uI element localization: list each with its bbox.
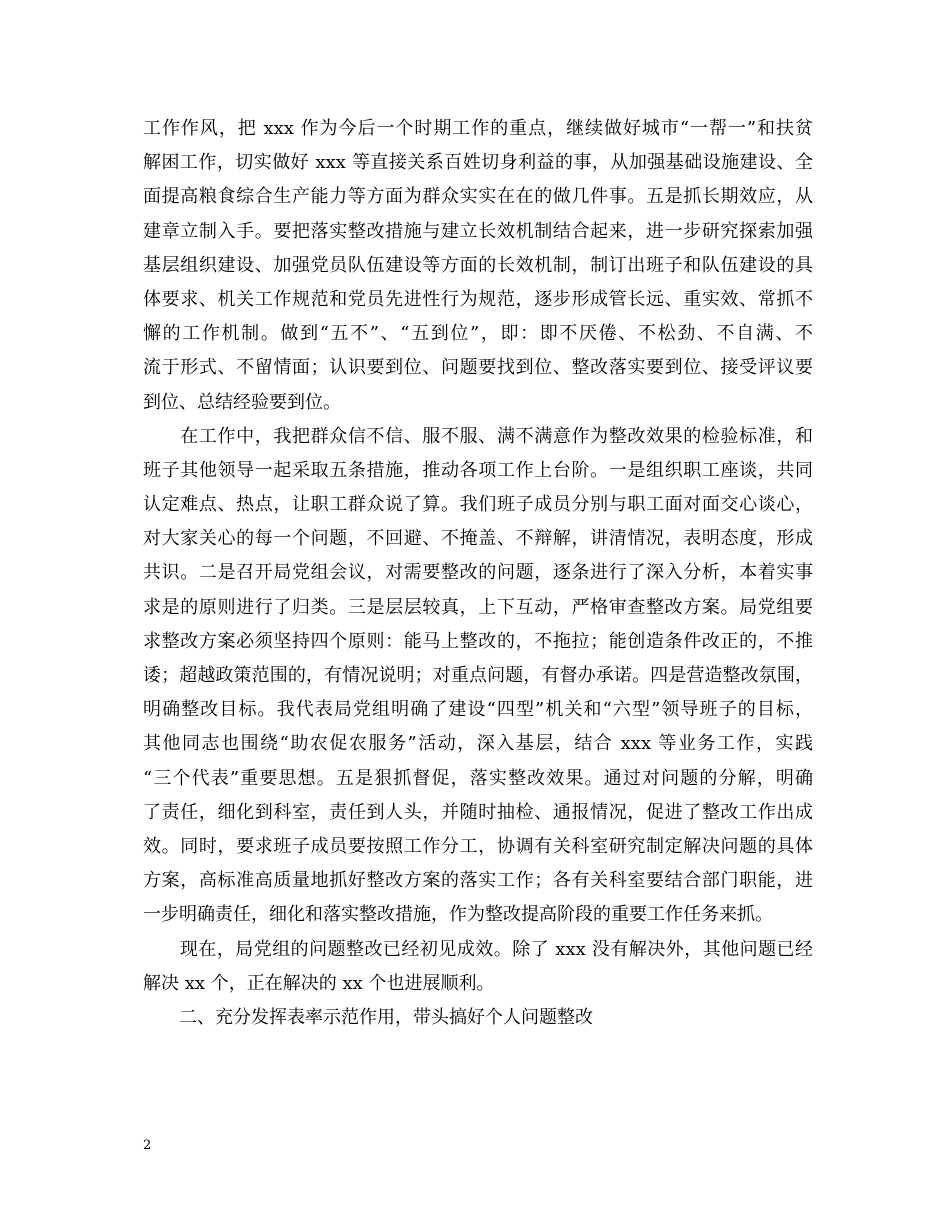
text-line: 体要求、机关工作规范和党员先进性行为规范，逐步形成管长远、重实效、常抓不 bbox=[143, 288, 813, 310]
text-line: 在工作中，我把群众信不信、服不服、满不满意作为整改效果的检验标准，和 bbox=[143, 425, 813, 447]
paragraph bbox=[143, 112, 813, 420]
text-line: 了责任，细化到科室，责任到人头，并随时抽检、通报情况，促进了整改工作出成 bbox=[143, 801, 813, 823]
text-line: 诿；超越政策范围的，有情况说明；对重点问题，有督办承诺。四是营造整改氛围， bbox=[143, 665, 813, 686]
paragraph bbox=[143, 933, 813, 1001]
text-line: 建章立制入手。要把落实整改措施与建立长效机制结合起来，进一步研究探索加强 bbox=[143, 220, 813, 242]
text-line: 面提高粮食综合生产能力等方面为群众实实在在的做几件事。五是抓长期效应，从 bbox=[143, 186, 813, 208]
text-line: 共识。二是召开局党组会议，对需要整改的问题，逐条进行了深入分析，本着实事 bbox=[143, 562, 813, 584]
text-line: “三个代表”重要思想。五是狠抓督促，落实整改效果。通过对问题的分解，明确 bbox=[143, 767, 813, 789]
page-number: 2 bbox=[143, 1138, 152, 1153]
text-line: 解决 xx 个，正在解决的 xx 个也进展顺利。 bbox=[143, 972, 495, 994]
section-heading bbox=[143, 1001, 813, 1035]
text-line: 认定难点、热点，让职工群众说了算。我们班子成员分别与职工面对面交心谈心， bbox=[143, 494, 813, 516]
text-line: 二、充分发挥表率示范作用，带头搞好个人问题整改 bbox=[143, 1006, 593, 1028]
text-line: 求是的原则进行了归类。三是层层较真，上下互动，严格审查整改方案。局党组要 bbox=[143, 596, 813, 618]
text-line: 到位、总结经验要到位。 bbox=[143, 391, 341, 413]
text-line: 懈的工作机制。做到“五不”、“五到位”，即：即不厌倦、不松劲、不自满、不 bbox=[143, 323, 813, 345]
paragraph bbox=[143, 420, 813, 933]
text-line: 方案，高标准高质量地抓好整改方案的落实工作；各有关科室要结合部门职能，进 bbox=[143, 870, 813, 892]
text-line: 效。同时，要求班子成员要按照工作分工，协调有关科室研究制定解决问题的具体 bbox=[143, 835, 813, 857]
text-line: 班子其他领导一起采取五条措施，推动各项工作上台阶。一是组织职工座谈，共同 bbox=[143, 459, 813, 481]
text-line: 对大家关心的每一个问题，不回避、不掩盖、不辩解，讲清情况，表明态度，形成 bbox=[143, 528, 813, 550]
text-line: 解困工作，切实做好 xxx 等直接关系百姓切身利益的事，从加强基础设施建设、全 bbox=[143, 152, 813, 174]
text-line: 求整改方案必须坚持四个原则：能马上整改的，不拖拉；能创造条件改正的，不推 bbox=[143, 630, 813, 652]
text-line: 基层组织建设、加强党员队伍建设等方面的长效机制，制订出班子和队伍建设的具 bbox=[143, 254, 813, 276]
text-line: 流于形式、不留情面；认识要到位、问题要找到位、整改落实要到位、接受评议要 bbox=[143, 357, 813, 379]
text-line: 其他同志也围绕“助农促农服务”活动，深入基层，结合 xxx 等业务工作，实践 bbox=[143, 733, 813, 755]
text-line: 明确整改目标。我代表局党组明确了建设“四型”机关和“六型”领导班子的目标， bbox=[143, 699, 813, 721]
text-line: 现在，局党组的问题整改已经初见成效。除了 xxx 没有解决外，其他问题已经 bbox=[143, 938, 813, 960]
body-text bbox=[143, 112, 813, 1035]
text-line: 一步明确责任，细化和落实整改措施，作为整改提高阶段的重要工作任务来抓。 bbox=[143, 904, 773, 926]
text-line: 工作作风，把 xxx 作为今后一个时期工作的重点，继续做好城市“一帮一”和扶贫 bbox=[143, 118, 813, 139]
